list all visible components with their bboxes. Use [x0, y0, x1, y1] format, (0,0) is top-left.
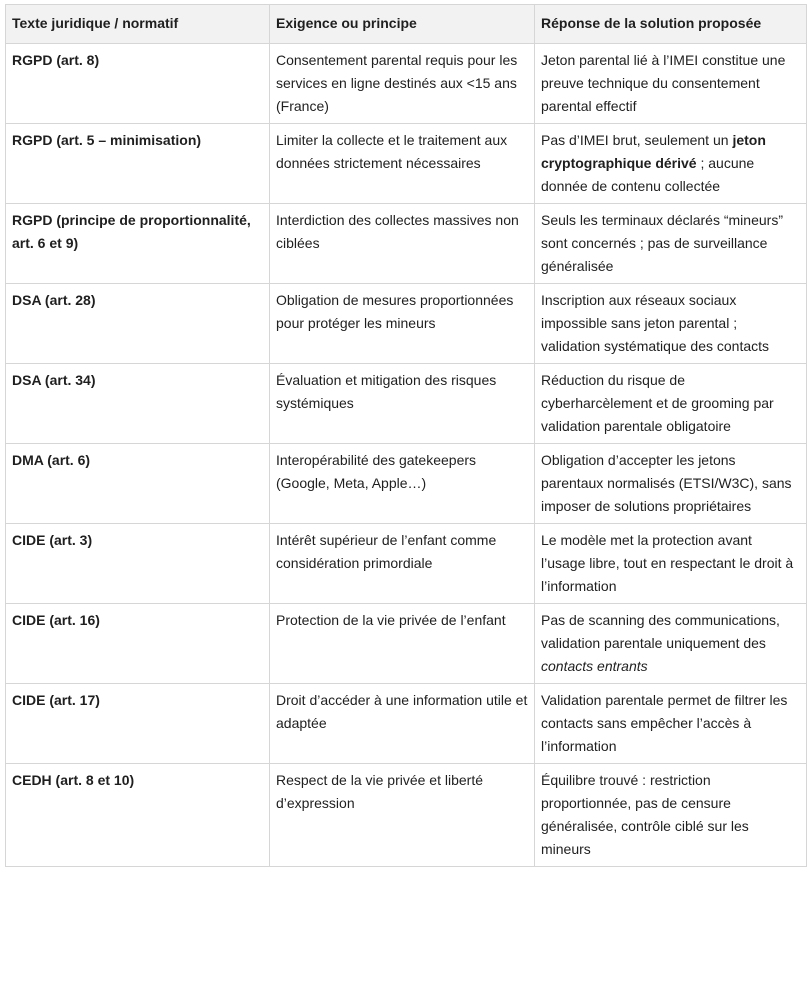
table-row	[6, 204, 807, 284]
table-row	[6, 684, 807, 764]
table-row	[6, 44, 807, 124]
response-text: Pas de scanning des communications, validation parentale uniquement des	[541, 612, 780, 651]
table-row	[6, 364, 807, 444]
cell-requirement: Obligation de mesures proportionnées pour protéger les mineurs	[270, 284, 535, 364]
cell-legal-reference: CIDE (art. 16)	[6, 604, 270, 684]
cell-legal-reference: DSA (art. 28)	[6, 284, 270, 364]
header-legal-text: Texte juridique / normatif	[6, 5, 270, 44]
response-text: Pas d’IMEI brut, seulement un	[541, 132, 733, 148]
cell-requirement: Consentement parental requis pour les services en ligne destinés aux <15 ans (France)	[270, 44, 535, 124]
response-emphasis-bold: jeton cryptographique dérivé	[541, 132, 766, 171]
table-row	[6, 604, 807, 684]
table-row	[6, 524, 807, 604]
cell-response: Seuls les terminaux déclarés “mineurs” sont concernés ; pas de surveillance généralisée	[535, 204, 807, 284]
cell-requirement: Droit d’accéder à une information utile et adaptée	[270, 684, 535, 764]
table-row	[6, 764, 807, 867]
cell-requirement: Respect de la vie privée et liberté d’expression	[270, 764, 535, 867]
table-row	[6, 444, 807, 524]
cell-requirement: Protection de la vie privée de l’enfant	[270, 604, 535, 684]
table-header-row	[6, 5, 807, 44]
cell-legal-reference: CEDH (art. 8 et 10)	[6, 764, 270, 867]
cell-response: Validation parentale permet de filtrer les contacts sans empêcher l’accès à l’information	[535, 684, 807, 764]
header-requirement: Exigence ou principe	[270, 5, 535, 44]
cell-requirement: Limiter la collecte et le traitement aux données strictement nécessaires	[270, 124, 535, 204]
cell-legal-reference: DSA (art. 34)	[6, 364, 270, 444]
table-row	[6, 124, 807, 204]
cell-response: Obligation d’accepter les jetons parentaux normalisés (ETSI/W3C), sans imposer de solutions propriétaires	[535, 444, 807, 524]
cell-response	[535, 124, 807, 204]
cell-response: Réduction du risque de cyberharcèlement et de grooming par validation parentale obligatoire	[535, 364, 807, 444]
response-text: ; aucune donnée de contenu collectée	[541, 155, 755, 194]
cell-legal-reference: RGPD (principe de proportionnalité, art. 6 et 9)	[6, 204, 270, 284]
cell-requirement: Évaluation et mitigation des risques systémiques	[270, 364, 535, 444]
cell-legal-reference: RGPD (art. 8)	[6, 44, 270, 124]
cell-legal-reference: RGPD (art. 5 – minimisation)	[6, 124, 270, 204]
cell-response: Le modèle met la protection avant l’usage libre, tout en respectant le droit à l’information	[535, 524, 807, 604]
cell-legal-reference: DMA (art. 6)	[6, 444, 270, 524]
cell-requirement: Intérêt supérieur de l’enfant comme considération primordiale	[270, 524, 535, 604]
cell-response: Équilibre trouvé : restriction proportionnée, pas de censure généralisée, contrôle ciblé sur les mineurs	[535, 764, 807, 867]
legal-compliance-table	[5, 4, 807, 867]
cell-response	[535, 604, 807, 684]
cell-response: Jeton parental lié à l’IMEI constitue une preuve technique du consentement parental effectif	[535, 44, 807, 124]
cell-legal-reference: CIDE (art. 3)	[6, 524, 270, 604]
table-row	[6, 284, 807, 364]
header-solution-response: Réponse de la solution proposée	[535, 5, 807, 44]
response-emphasis-italic: contacts entrants	[541, 658, 648, 674]
cell-response: Inscription aux réseaux sociaux impossible sans jeton parental ; validation systématique des contacts	[535, 284, 807, 364]
cell-requirement: Interdiction des collectes massives non ciblées	[270, 204, 535, 284]
cell-legal-reference: CIDE (art. 17)	[6, 684, 270, 764]
cell-requirement: Interopérabilité des gatekeepers (Google, Meta, Apple…)	[270, 444, 535, 524]
